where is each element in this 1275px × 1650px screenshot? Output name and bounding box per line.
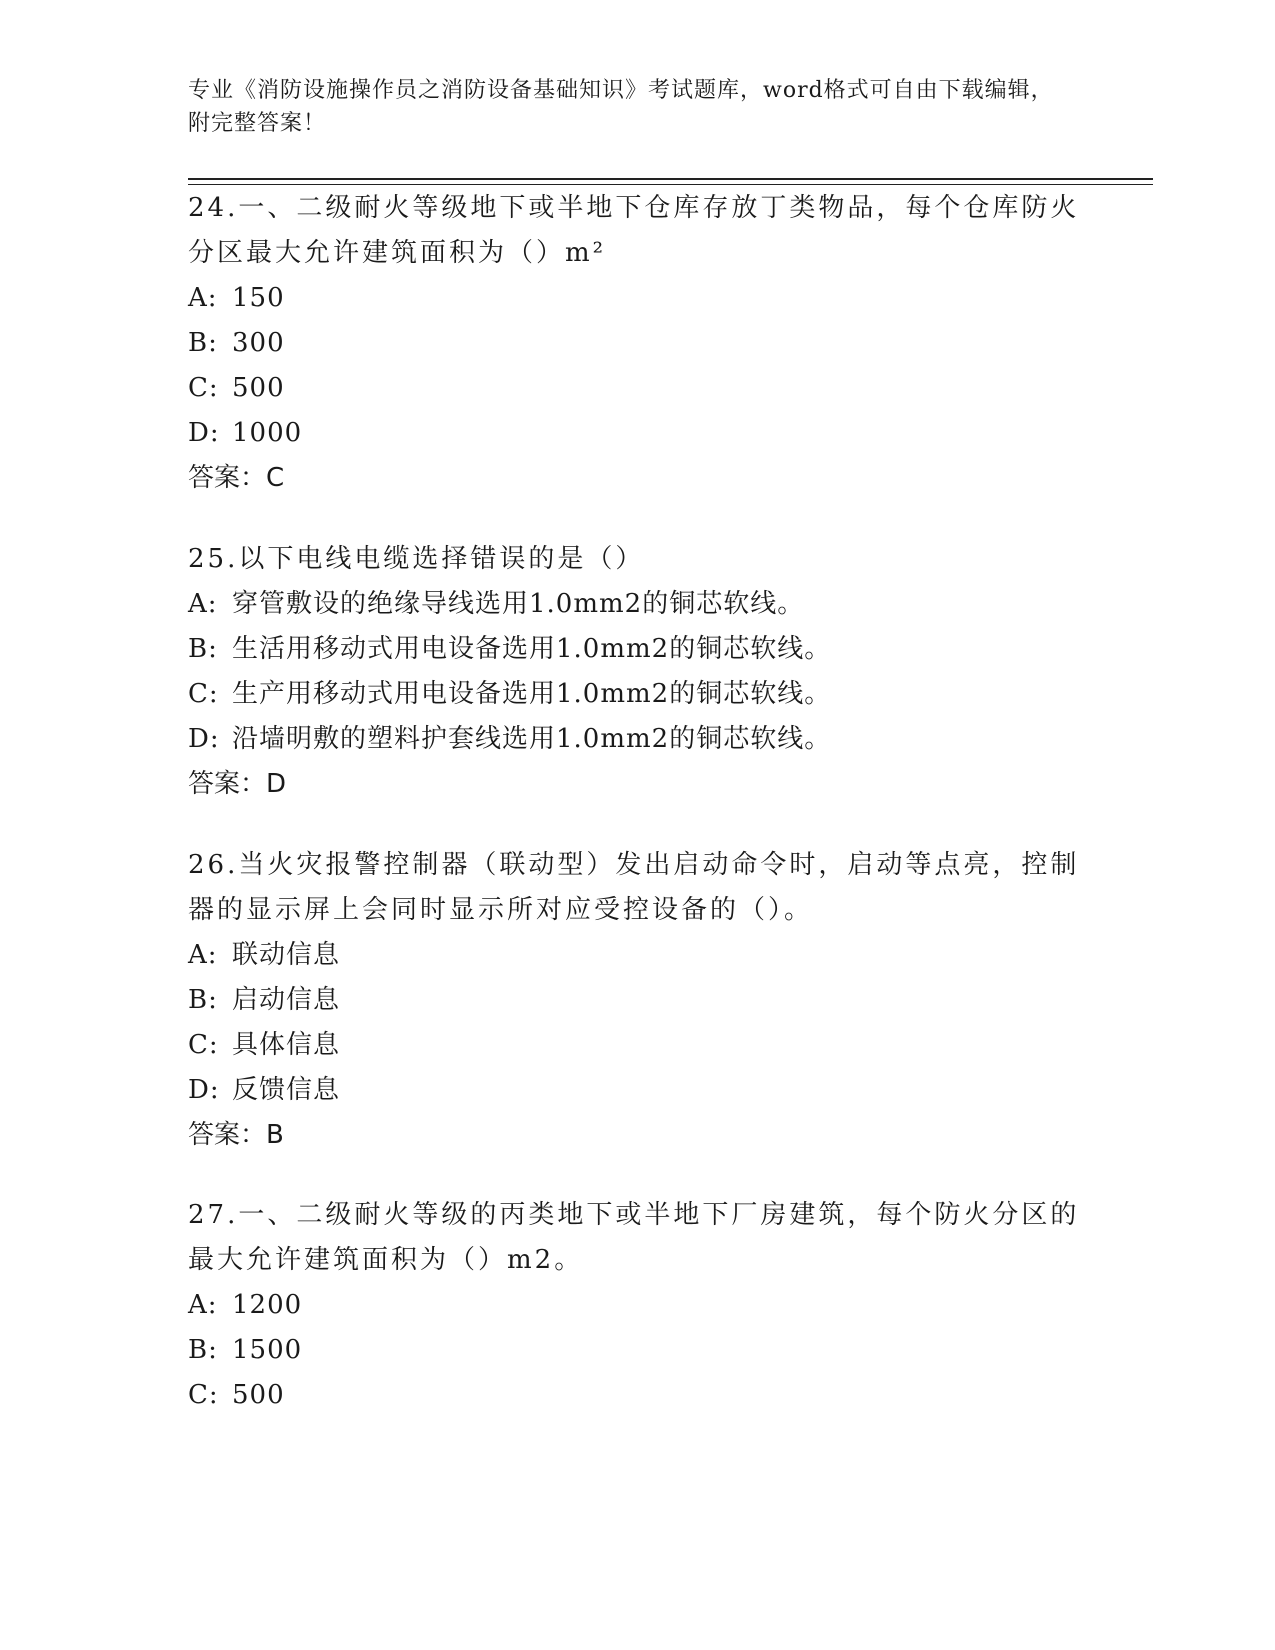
option-a xyxy=(188,582,1088,627)
option-label: B: xyxy=(188,634,218,664)
question-24 xyxy=(188,186,1088,501)
option-label: A: xyxy=(188,589,218,619)
option-d xyxy=(188,717,1088,762)
option-label: C: xyxy=(188,1030,219,1060)
header-divider xyxy=(188,178,1153,180)
option-b xyxy=(188,978,1088,1023)
option-a xyxy=(188,276,1088,321)
option-label: B: xyxy=(188,985,218,1015)
option-text: 1200 xyxy=(232,1290,303,1320)
answer: 答案：B xyxy=(188,1120,284,1150)
option-label: A: xyxy=(188,940,218,970)
option-b xyxy=(188,1328,1088,1373)
option-text: 联动信息 xyxy=(232,940,341,970)
option-c xyxy=(188,672,1088,717)
option-text: 300 xyxy=(232,328,285,358)
option-text: 启动信息 xyxy=(232,985,341,1015)
option-label: A: xyxy=(188,1290,218,1320)
option-b xyxy=(188,627,1088,672)
option-text: 沿墙明敷的塑料护套线选用1.0mm2的铜芯软线。 xyxy=(232,724,832,754)
option-d xyxy=(188,411,1088,456)
option-label: B: xyxy=(188,328,218,358)
option-text: 150 xyxy=(232,283,285,313)
option-text: 具体信息 xyxy=(232,1030,341,1060)
question-25 xyxy=(188,537,1088,807)
answer: 答案：C xyxy=(188,463,285,493)
option-label: C: xyxy=(188,373,219,403)
option-text: 500 xyxy=(232,1380,285,1410)
option-text: 500 xyxy=(232,373,285,403)
option-label: D: xyxy=(188,418,220,448)
option-b xyxy=(188,321,1088,366)
question-stem: 27.一、二级耐火等级的丙类地下或半地下厂房建筑，每个防火分区的最大允许建筑面积为（）m2。 xyxy=(188,1200,1080,1275)
question-stem: 24.一、二级耐火等级地下或半地下仓库存放丁类物品，每个仓库防火分区最大允许建筑面积为（）m² xyxy=(188,193,1080,268)
option-text: 穿管敷设的绝缘导线选用1.0mm2的铜芯软线。 xyxy=(232,589,805,619)
option-label: C: xyxy=(188,1380,219,1410)
document-header: 专业《消防设施操作员之消防设备基础知识》考试题库，word格式可自由下载编辑，附完整答案！ xyxy=(188,78,1054,136)
option-text: 1000 xyxy=(232,418,303,448)
option-label: D: xyxy=(188,724,220,754)
question-27 xyxy=(188,1193,1088,1418)
option-c xyxy=(188,1023,1088,1068)
option-c xyxy=(188,366,1088,411)
question-26 xyxy=(188,843,1088,1158)
option-a xyxy=(188,933,1088,978)
option-c xyxy=(188,1373,1088,1418)
option-text: 生产用移动式用电设备选用1.0mm2的铜芯软线。 xyxy=(232,679,832,709)
option-a xyxy=(188,1283,1088,1328)
answer: 答案：D xyxy=(188,769,287,799)
option-text: 反馈信息 xyxy=(232,1075,341,1105)
question-stem: 26.当火灾报警控制器（联动型）发出启动命令时，启动等点亮，控制器的显示屏上会同时显示所对应受控设备的（）。 xyxy=(188,850,1080,925)
option-label: B: xyxy=(188,1335,218,1365)
option-d xyxy=(188,1068,1088,1113)
question-stem: 25.以下电线电缆选择错误的是（） xyxy=(188,544,645,574)
option-text: 1500 xyxy=(232,1335,303,1365)
option-label: D: xyxy=(188,1075,220,1105)
option-text: 生活用移动式用电设备选用1.0mm2的铜芯软线。 xyxy=(232,634,832,664)
header-divider-thin xyxy=(188,184,1153,185)
option-label: A: xyxy=(188,283,218,313)
option-label: C: xyxy=(188,679,219,709)
